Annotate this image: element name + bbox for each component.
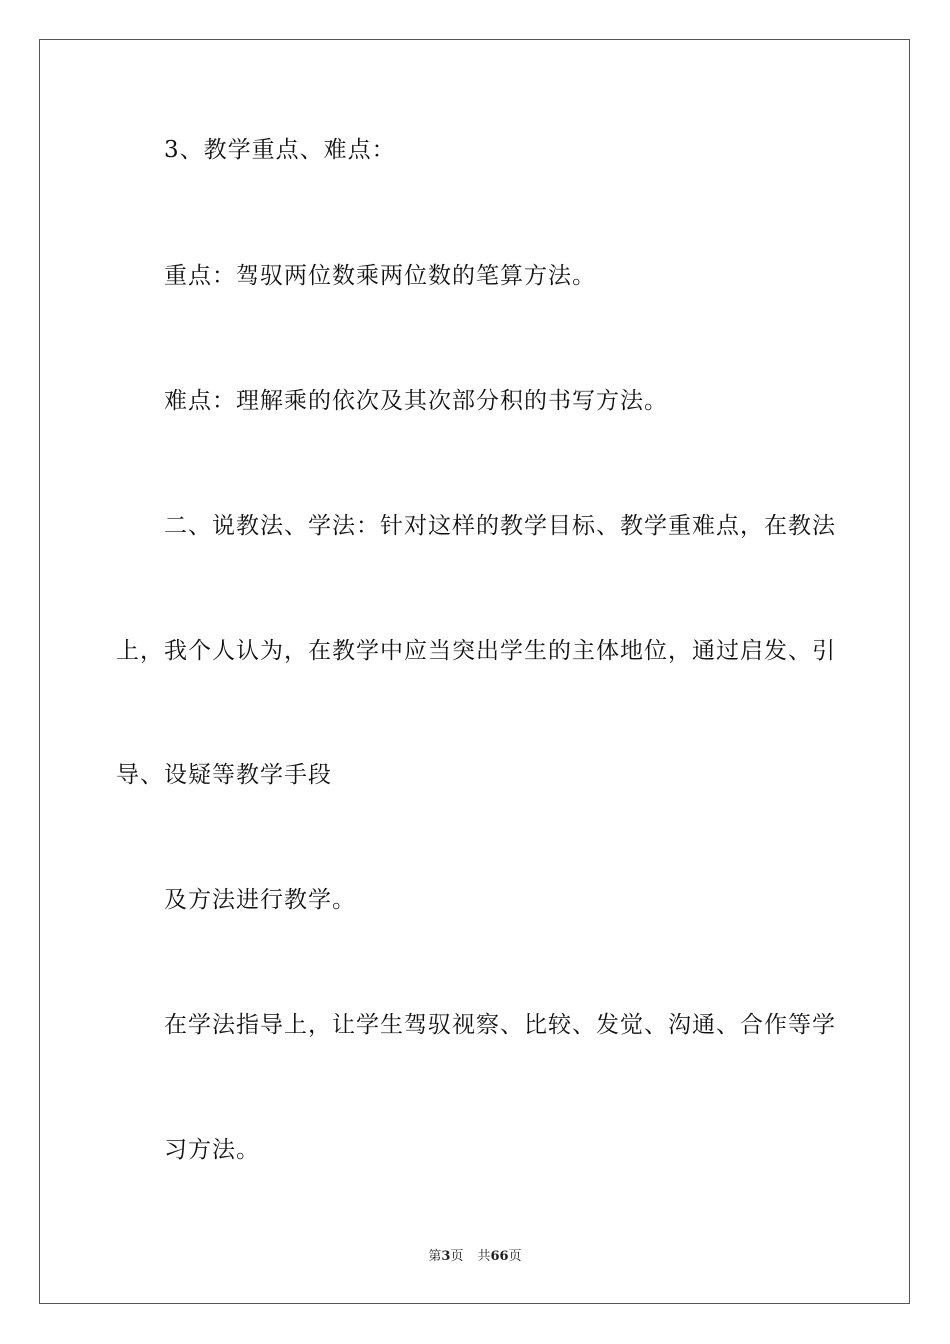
paragraph-teaching-methods-line-1: 二、说教法、学法：针对这样的教学目标、教学重难点，在教法 — [164, 513, 836, 539]
paragraph-teaching-methods-line-3: 导、设疑等教学手段 — [116, 762, 332, 788]
paragraph-learning-methods-line-1: 在学法指导上，让学生驾驭视察、比较、发觉、沟通、合作等学 — [164, 1012, 836, 1038]
footer-total-prefix: 共 — [477, 1249, 491, 1264]
paragraph-teaching-methods-line-4: 及方法进行教学。 — [164, 887, 356, 913]
paragraph-key-point: 重点：驾驭两位数乘两位数的笔算方法。 — [164, 263, 596, 289]
footer-page-suffix: 页 — [450, 1249, 464, 1264]
footer-page-number: 3 — [441, 1249, 451, 1264]
footer-page-prefix: 第 — [428, 1249, 442, 1264]
paragraph-teaching-methods-line-2: 上，我个人认为，在教学中应当突出学生的主体地位，通过启发、引 — [116, 638, 836, 664]
paragraph-difficult-point: 难点：理解乘的依次及其次部分积的书写方法。 — [164, 388, 668, 414]
heading-key-points: 3、教学重点、难点： — [164, 137, 396, 163]
paragraph-learning-methods-line-2: 习方法。 — [164, 1137, 260, 1163]
page-border — [39, 39, 910, 1304]
page-footer — [0, 1248, 950, 1266]
footer-total-pages: 66 — [490, 1249, 509, 1264]
footer-total-suffix: 页 — [508, 1249, 522, 1264]
